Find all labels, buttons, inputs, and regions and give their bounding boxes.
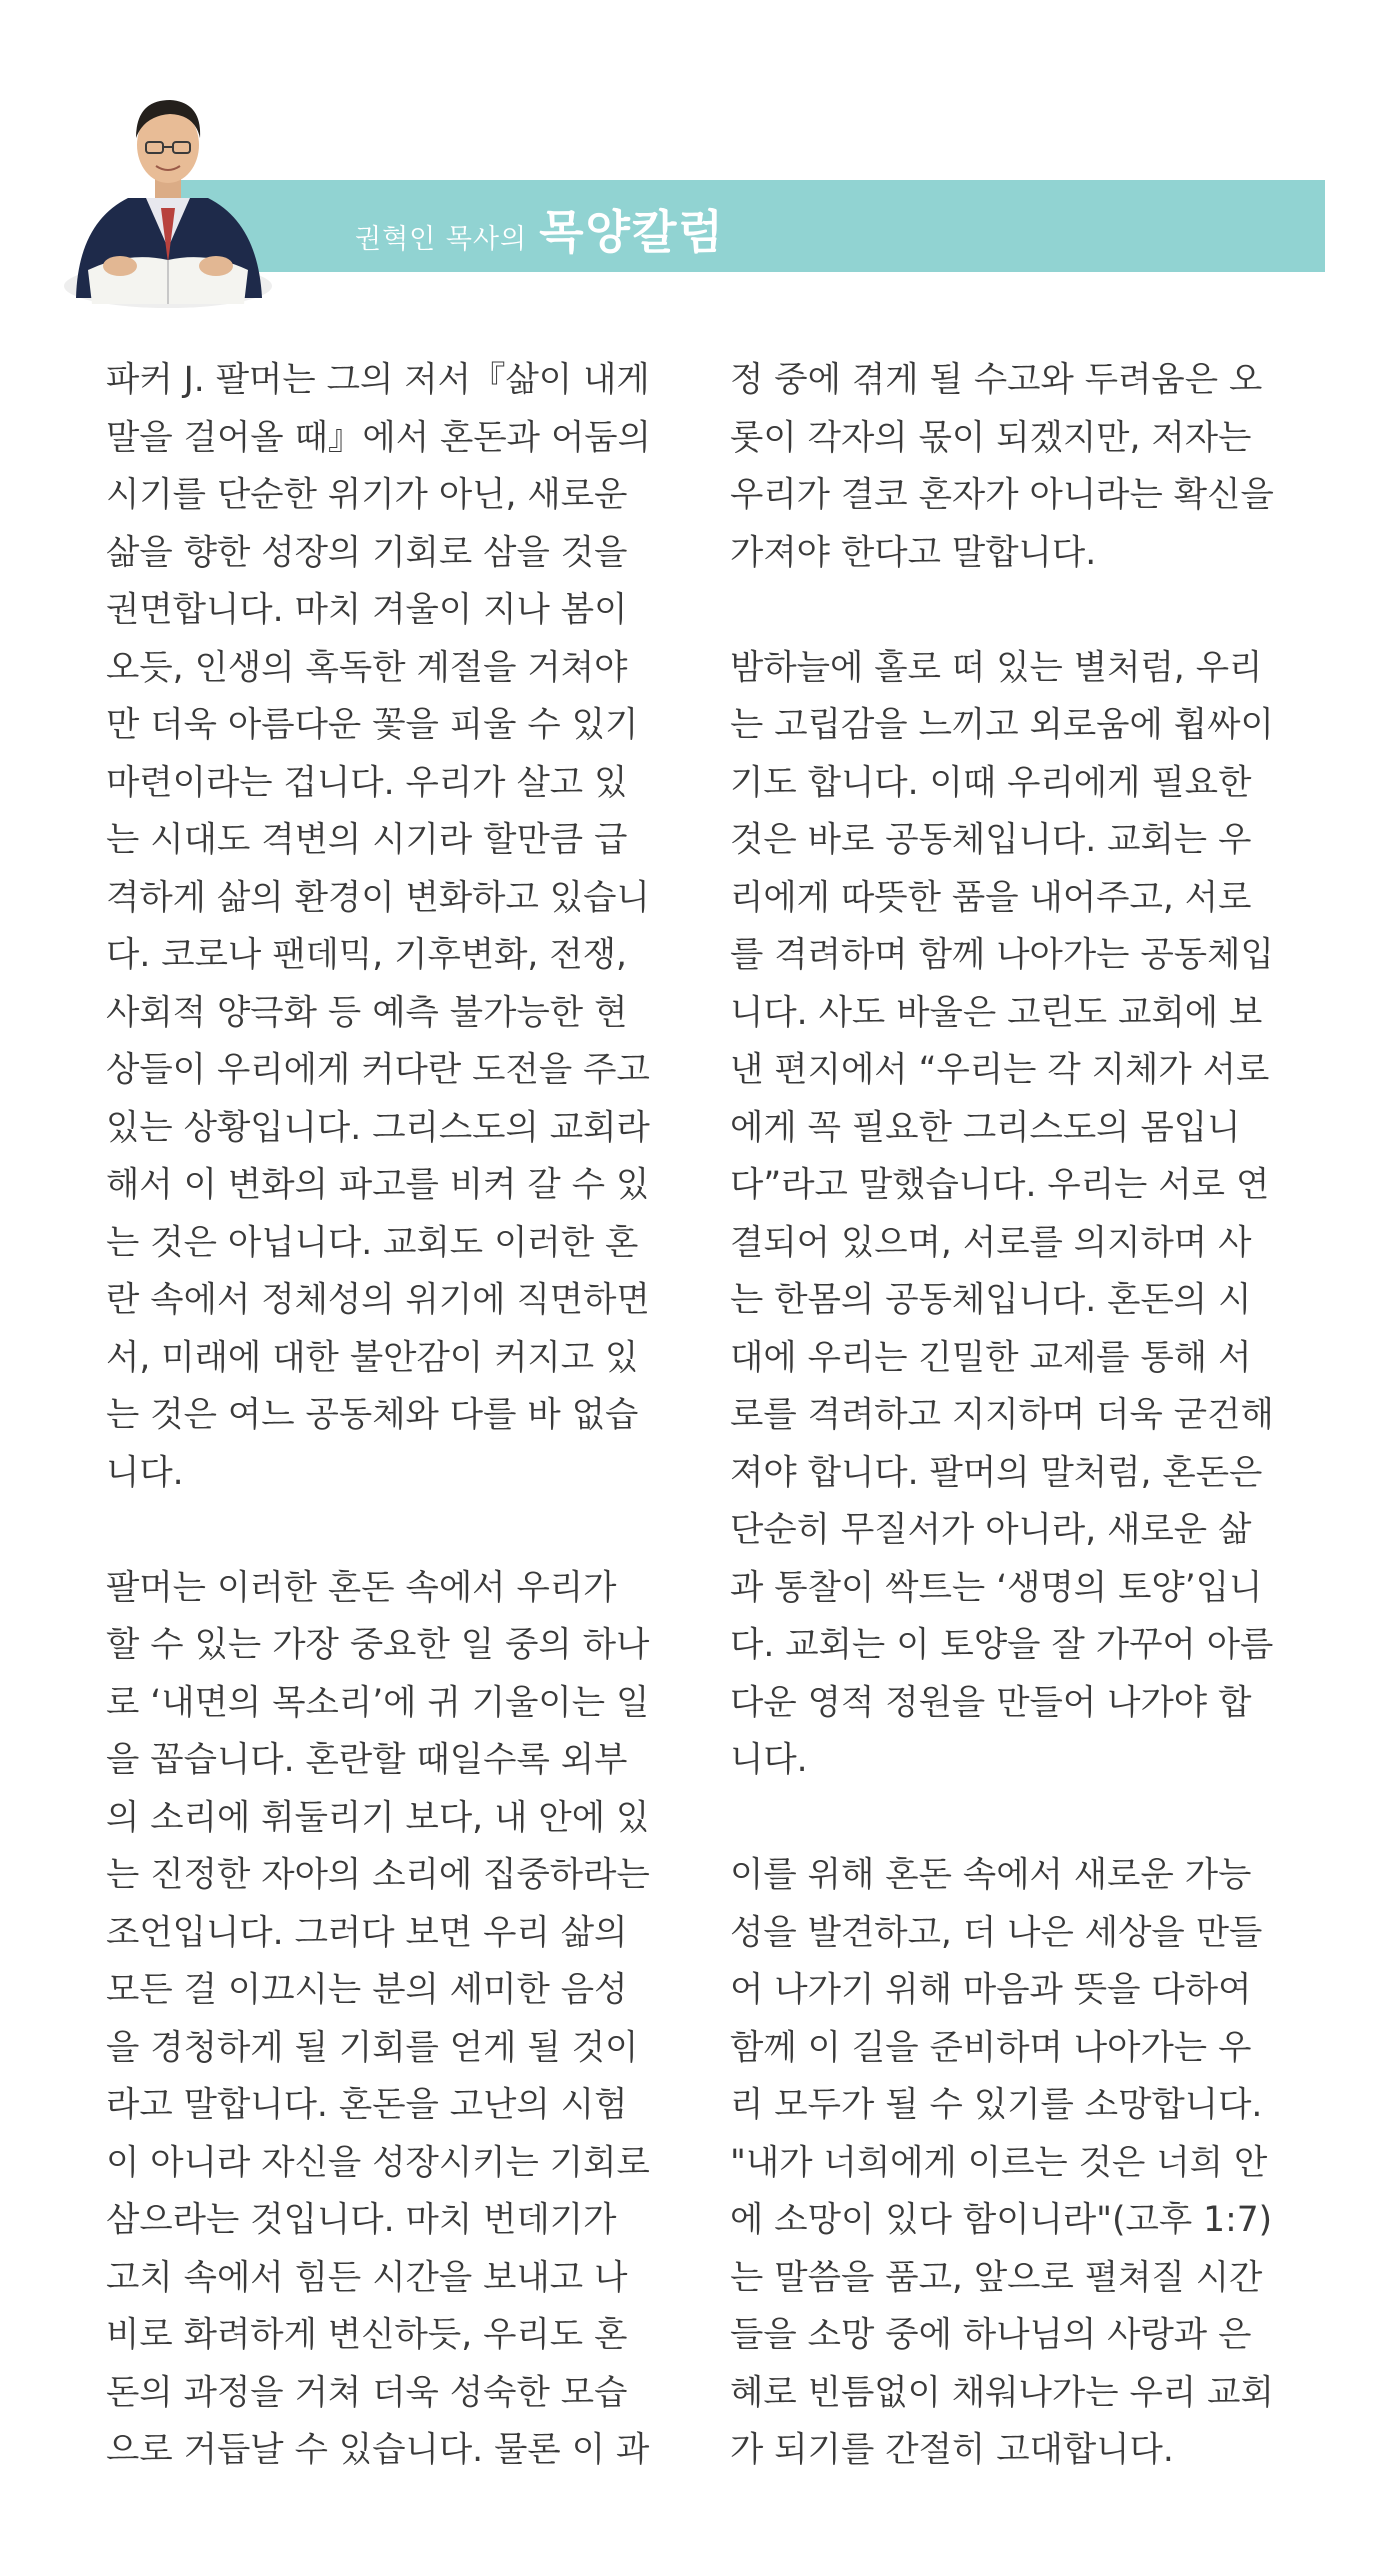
- column-header: [355, 196, 725, 259]
- article-column-left: [106, 352, 681, 2480]
- header-band: [180, 180, 1325, 272]
- article-paragraph: 팔머는 이러한 혼돈 속에서 우리가 할 수 있는 가장 중요한 일 중의 하나 로 ‘내면의 목소리’에 귀 기울이는 일 을 꼽습니다. 혼란할 때일수록 외부 의 소리에 휘둘리기 보다, 내 안에 있 는 진정한 자아의 소리에 집중하라는 조언입니다. 그러다 보면 우리 삶의 모든 걸 이끄시는 분의 세미한 음성 을 경청하게 될 기회를 얻게 될 것이 라고 말합니다. 혼돈을 고난의 시험 이 아니라 자신을 성장시키는 기회로 삼으라는 것입니다. 마치 번데기가 고치 속에서 힘든 시간을 보내고 나 비로 화려하게 변신하듯, 우리도 혼 돈의 과정을 거쳐 더욱 성숙한 모습 으로 거듭날 수 있습니다. 물론 이 과: [106, 1567, 650, 2470]
- article-paragraph: 파커 J. 팔머는 그의 저서『삶이 내게 말을 걸어올 때』에서 혼돈과 어둠의 시기를 단순한 위기가 아닌, 새로운 삶을 향한 성장의 기회로 삼을 것을 권면합니다. 마치 겨울이 지나 봄이 오듯, 인생의 혹독한 계절을 거쳐야 만 더욱 아름다운 꽃을 피울 수 있기 마련이라는 겁니다. 우리가 살고 있 는 시대도 격변의 시기라 할만큼 급 격하게 삶의 환경이 변화하고 있습니 다. 코로나 팬데믹, 기후변화, 전쟁, 사회적 양극화 등 예측 불가능한 현 상들이 우리에게 커다란 도전을 주고 있는 상황입니다. 그리스도의 교회라 해서 이 변화의 파고를 비켜 갈 수 있 는 것은 아닙니다. 교회도 이러한 혼 란 속에서 정체성의 위기에 직면하면 서, 미래에 대한 불안감이 커지고 있 는 것은 여느 공동체와 다를 바 없습 니다.: [106, 360, 651, 1493]
- article-paragraph: 이를 위해 혼돈 속에서 새로운 가능 성을 발견하고, 더 나은 세상을 만들 어 나가기 위해 마음과 뜻을 다하여 함께 이 길을 준비하며 나아가는 우 리 모두가 될 수 있기를 소망합니다. "내가 너희에게 이르는 것은 너희 안 에 소망이 있다 함이니라"(고후 1:7) 는 말씀을 품고, 앞으로 펼쳐질 시간 들을 소망 중에 하나님의 사랑과 은 혜로 빈틈없이 채워나가는 우리 교회 가 되기를 간절히 고대합니다.: [730, 1855, 1274, 2470]
- article-column-right: [730, 352, 1305, 2480]
- column-header-title: 목양칼럼: [539, 205, 725, 259]
- article-paragraph: 정 중에 겪게 될 수고와 두려움은 오 롯이 각자의 몫이 되겠지만, 저자는 우리가 결코 혼자가 아니라는 확신을 가져야 한다고 말합니다.: [730, 360, 1274, 573]
- pastor-portrait: [58, 48, 278, 318]
- article-paragraph: 밤하늘에 홀로 떠 있는 별처럼, 우리 는 고립감을 느끼고 외로움에 휩싸이 기도 합니다. 이때 우리에게 필요한 것은 바로 공동체입니다. 교회는 우 리에게 따뜻한 품을 내어주고, 서로 를 격려하며 함께 나아가는 공동체입 니다. 사도 바울은 고린도 교회에 보 낸 편지에서 “우리는 각 지체가 서로 에게 꼭 필요한 그리스도의 몸입니 다”라고 말했습니다. 우리는 서로 연 결되어 있으며, 서로를 의지하며 사 는 한몸의 공동체입니다. 혼돈의 시 대에 우리는 긴밀한 교제를 통해 서 로를 격려하고 지지하며 더욱 굳건해 져야 합니다. 팔머의 말처럼, 혼돈은 단순히 무질서가 아니라, 새로운 삶 과 통찰이 싹트는 ‘생명의 토양’입니 다. 교회는 이 토양을 잘 가꾸어 아름 다운 영적 정원을 만들어 나가야 합 니다.: [730, 647, 1274, 1780]
- column-header-subtitle: 권혁인 목사의: [355, 224, 528, 255]
